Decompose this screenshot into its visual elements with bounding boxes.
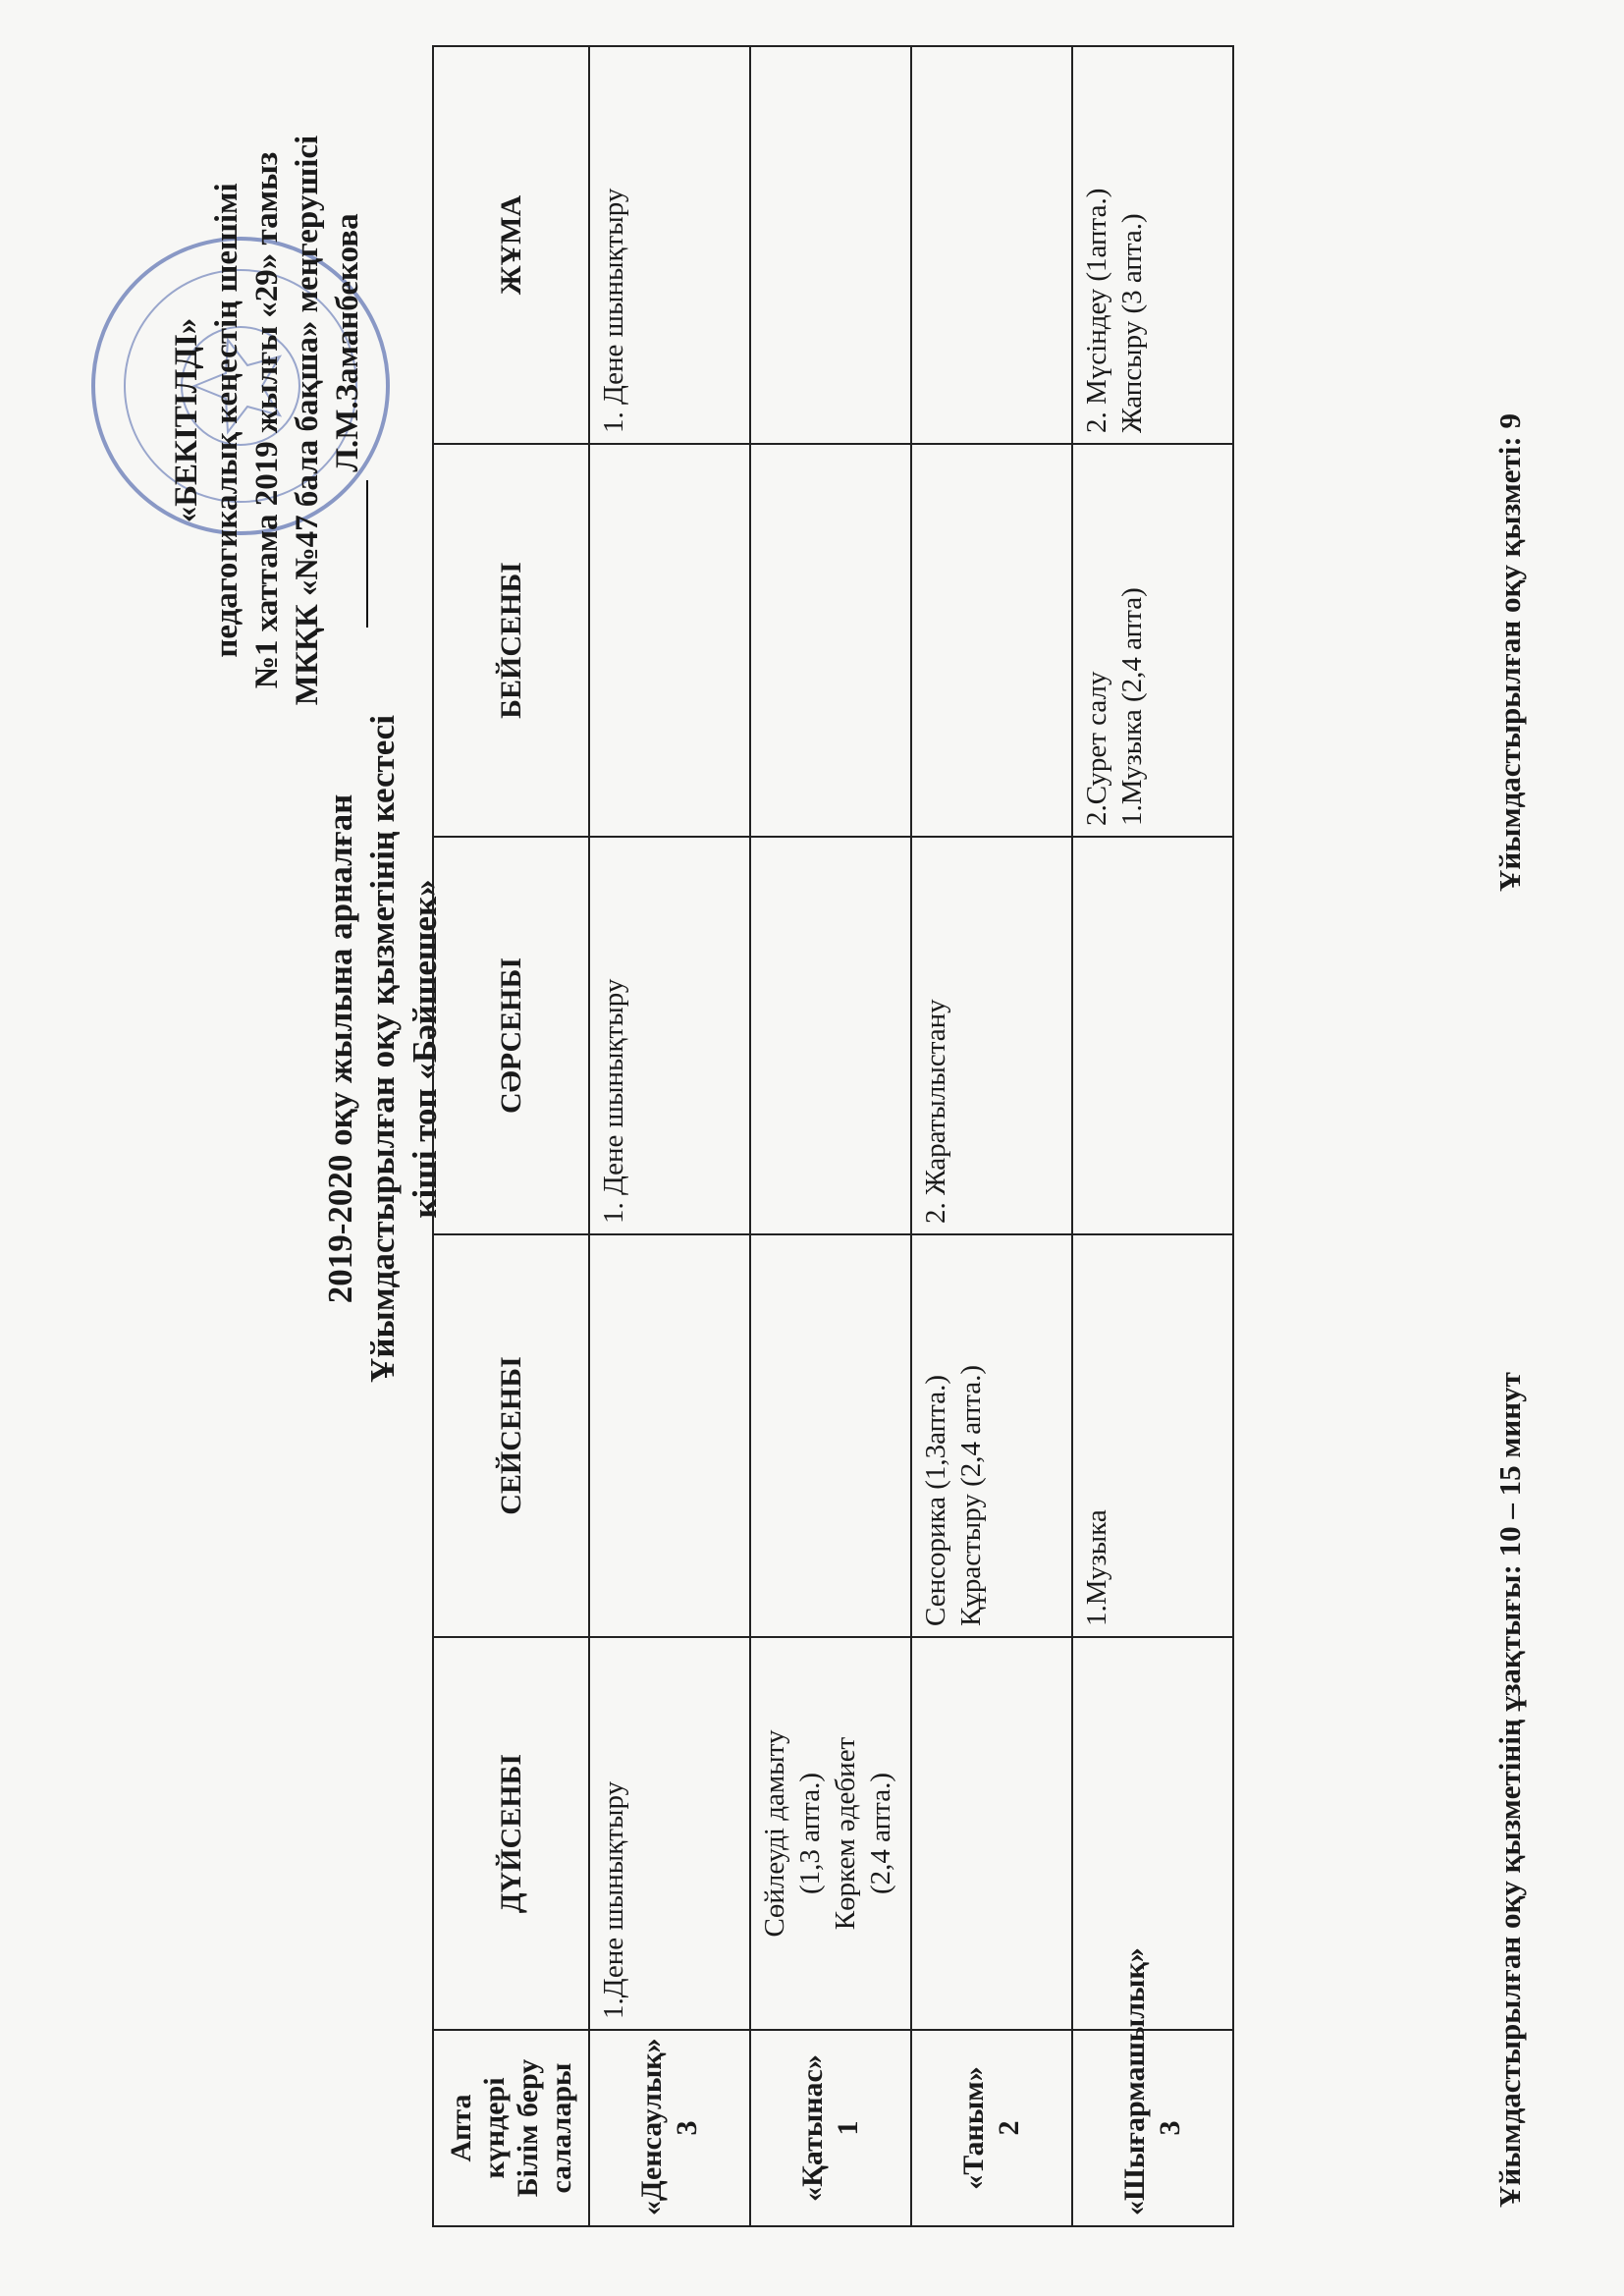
- schedule-cell: [589, 444, 750, 837]
- title-year: 2019-2020 оқу жылына арналған: [321, 793, 359, 1304]
- footer-duration: Ұйымдастырылған оқу қызметінің ұзақтығы: 10 – 15 минут: [1492, 1372, 1527, 2208]
- schedule-cell: [750, 444, 911, 837]
- activity-line: 1. Дене шынықтыру: [598, 188, 629, 433]
- area-name: «Таным»: [957, 2066, 990, 2190]
- area-cell: [911, 2030, 1072, 2226]
- activity-line: Сенсорика (1,3апта.): [920, 1375, 951, 1626]
- footer-count: Ұйымдастырылған оқу қызметі: 9: [1492, 413, 1527, 892]
- area-name: «Шығармашылық»: [1118, 1947, 1151, 2215]
- corner-days-label: Апта күндері: [444, 2077, 511, 2179]
- day-header: СЕЙСЕНБІ: [433, 1234, 589, 1637]
- area-count: 3: [1154, 2120, 1186, 2136]
- schedule-cell: [589, 837, 750, 1234]
- schedule-table: [432, 45, 1234, 2227]
- schedule-cell: [911, 46, 1072, 444]
- activity-line: 1.Дене шынықтыру: [598, 1780, 629, 2019]
- activity-line: 2.Сурет салу: [1081, 671, 1112, 826]
- area-cell: [750, 2030, 911, 2226]
- activity-line: Көркем әдебиет: [830, 1736, 861, 1931]
- schedule-cell: [1072, 1637, 1233, 2030]
- activity-line: (2,4 апта.): [865, 1773, 896, 1894]
- schedule-cell: [911, 444, 1072, 837]
- schedule-cell: [750, 1637, 911, 2030]
- schedule-cell: [1072, 46, 1233, 444]
- area-cell: [589, 2030, 750, 2226]
- schedule-cell: [589, 46, 750, 444]
- activity-line: 2. Мүсіндеу (1апта.): [1081, 188, 1112, 433]
- activity-line: (1,3 апта.): [794, 1773, 826, 1894]
- approval-head-position: МКҚК «№47 бала бақша» меңгерушісі: [290, 135, 325, 706]
- area-count: 1: [832, 2120, 864, 2136]
- schedule-cell: [1072, 837, 1233, 1234]
- activity-line: 1.Музыка (2,4 апта): [1116, 587, 1148, 826]
- schedule-cell: [911, 1234, 1072, 1637]
- table-row: [1072, 46, 1233, 2226]
- activity-line: 1. Дене шынықтыру: [598, 978, 629, 1224]
- activity-line: Жапсыру (3 апта.): [1116, 213, 1148, 433]
- schedule-cell: [589, 1234, 750, 1637]
- area-count: 2: [993, 2120, 1025, 2136]
- title-schedule: Ұйымдастырылған оқу қызметінің кестесі: [363, 715, 402, 1383]
- approval-protocol: №1 хаттама 2019 жылғы «29» тамыз: [249, 151, 285, 689]
- activity-line: Сөйлеуді дамыту: [759, 1729, 790, 1938]
- corner-header: [433, 2030, 589, 2226]
- document-title: [319, 607, 446, 1491]
- header-row: [433, 46, 589, 2226]
- area-name: «Қатынас»: [796, 2054, 829, 2202]
- table-row: [750, 46, 911, 2226]
- approval-council: педагогикалық кеңестің шешімі: [209, 183, 244, 658]
- signature-underline: [366, 480, 368, 628]
- schedule-cell: [589, 1637, 750, 2030]
- schedule-cell: [911, 837, 1072, 1234]
- area-name: «Денсаулық»: [635, 2038, 668, 2215]
- schedule-cell: [1072, 444, 1233, 837]
- schedule-cell: [750, 46, 911, 444]
- approval-head-name: Л.М.Заманбекова: [330, 213, 365, 472]
- area-cell: [1072, 1947, 1233, 2226]
- corner-areas-label: Білім беру салалары: [511, 2058, 577, 2198]
- area-count: 3: [671, 2120, 703, 2136]
- day-header: СӘРСЕНБІ: [433, 837, 589, 1234]
- schedule-cell: [1072, 1234, 1233, 1637]
- day-header: ЖҰМА: [433, 46, 589, 444]
- schedule-cell: [911, 1637, 1072, 2030]
- activity-line: 2. Жаратылыстану: [920, 999, 951, 1224]
- approval-heading: «БЕКІТІЛДІ»: [169, 317, 204, 523]
- activity-line: 1.Музыка: [1081, 1509, 1112, 1626]
- table-row: [589, 46, 750, 2226]
- table-row: [911, 46, 1072, 2226]
- schedule-cell: [750, 837, 911, 1234]
- day-header: БЕЙСЕНБІ: [433, 444, 589, 837]
- schedule-cell: [750, 1234, 911, 1637]
- title-group: кіші топ «Бәйшешек»: [406, 879, 444, 1219]
- activity-line: Құрастыру (2,4 апта.): [955, 1364, 987, 1626]
- day-header: ДҮЙСЕНБІ: [433, 1637, 589, 2030]
